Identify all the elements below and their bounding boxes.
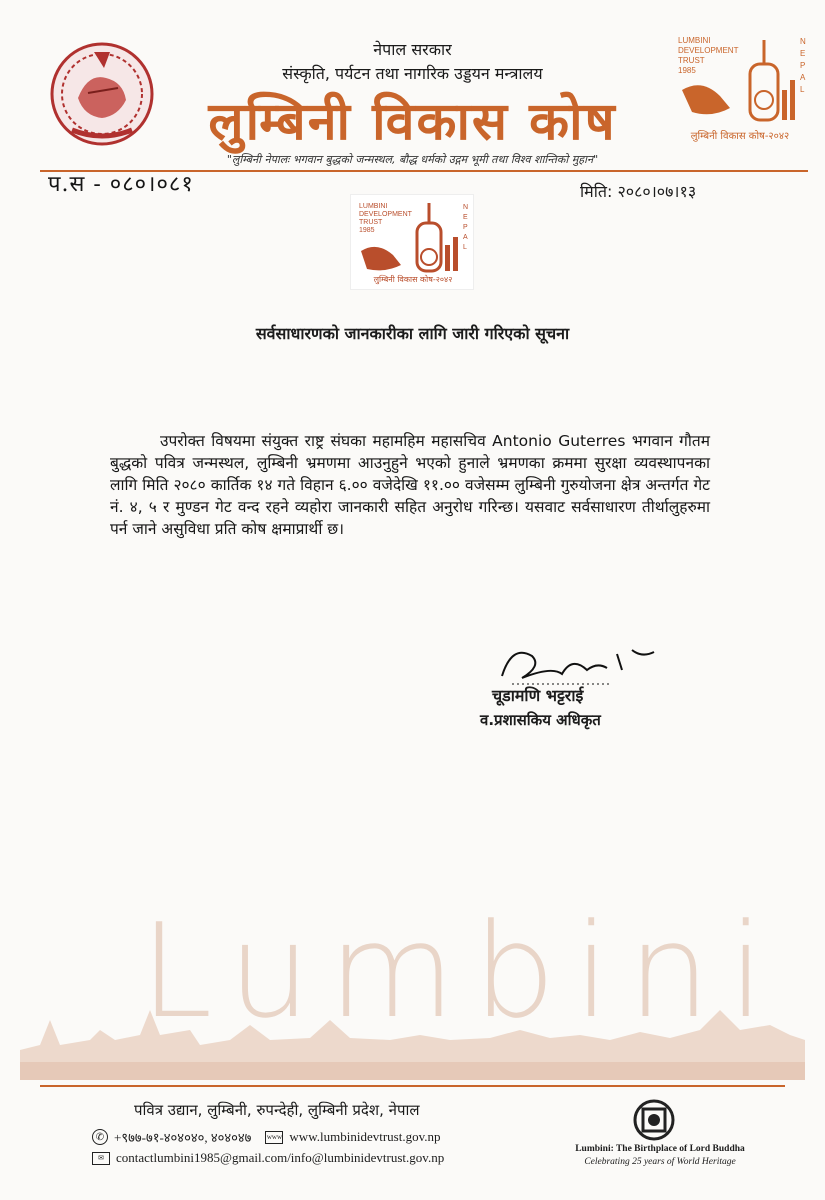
svg-text:A: A	[800, 73, 806, 82]
ministry-heading: संस्कृति, पर्यटन तथा नागरिक उड्डयन मन्त्रालय	[282, 64, 543, 83]
center-trust-logo	[350, 194, 474, 290]
svg-text:L: L	[800, 85, 805, 94]
trust-logo-icon	[672, 30, 808, 140]
signatory-name: चूडामणि भट्टराई	[492, 686, 584, 705]
footer-email-line	[92, 1150, 444, 1166]
notice-title: सर्वसाधारणको जानकारीका लागि जारी गरिएको सूचना	[255, 324, 570, 343]
center-logo-caption: लुम्बिनी विकास कोष-२०४२	[373, 275, 453, 284]
svg-text:L: L	[463, 244, 467, 251]
svg-text:E: E	[463, 214, 468, 221]
government-heading: नेपाल सरकार	[373, 40, 452, 59]
signatory-title: व.प्रशासकिय अधिकृत	[480, 711, 601, 729]
tagline: "लुम्बिनी नेपालः भगवान बुद्धको जन्मस्थल, बौद्ध धर्मको उद्गम भूमी तथा विश्व शान्तिको मुहान"	[226, 153, 599, 166]
reference-number: प.स - ०८०।०८१	[48, 172, 194, 197]
footer-phone: +९७७-७१-४०४०४०, ४०४०४७	[114, 1130, 252, 1145]
phone-icon: ✆	[92, 1129, 108, 1145]
trust-logo-text: LUMBINI DEVELOPMENT TRUST 1985	[678, 36, 739, 75]
footer-address: पवित्र उद्यान, लुम्बिनी, रुपन्देही, लुम्बिनी प्रदेश, नेपाल	[134, 1101, 420, 1119]
notice-body-text: उपरोक्त विषयमा संयुक्त राष्ट्र संघका महामहिम महासचिव Antonio Guterres भगवान गौतम बुद्धको पवित्र जन्मस्थल, लुम्बिनी भ्रमणमा आउनुहुने भएको हुनाले भ्रमणका क्रममा सुरक्षा व्यवस्थापनका लागि मिति २०८० कार्तिक १४ गते विहान ६.०० वजेदेखि ११.०० वजेसम्म लुम्बिनी गुरुयोजना क्षेत्र अन्तर्गत गेट नं. ४, ५ र मुण्डन गेट वन्द रहने व्यहोरा जानकारी सहित अनुरोध गरिन्छ। यसवाट सर्वसाधारण तीर्थालुहरुमा पर्न जाने असुविधा प्रति कोष क्षमाप्रार्थी छ।	[110, 432, 710, 538]
footer-website[interactable]: www.lumbinidevtrust.gov.np	[289, 1129, 441, 1144]
svg-text:N: N	[463, 204, 469, 211]
heritage-line-1: Lumbini: The Birthplace of Lord Buddha	[575, 1144, 745, 1154]
svg-text:E: E	[800, 49, 806, 58]
svg-text:P: P	[800, 61, 806, 70]
footer-divider	[40, 1085, 785, 1087]
email-icon: ✉	[92, 1152, 110, 1165]
svg-text:P: P	[463, 224, 468, 231]
skyline-illustration	[20, 990, 805, 1080]
svg-text:N: N	[800, 37, 806, 46]
letter-date: मिति: २०८०।०७।१३	[580, 182, 697, 201]
footer-contact-line	[92, 1128, 440, 1146]
watermark-word: Lumbini	[140, 895, 783, 1047]
notice-body	[110, 430, 710, 540]
organization-title: लुम्बिनी विकास कोष	[208, 92, 617, 152]
center-logo-text: LUMBINI DEVELOPMENT TRUST 1985	[359, 203, 412, 234]
web-icon: www	[265, 1131, 283, 1144]
svg-text:A: A	[463, 234, 468, 241]
lumbini-watermark	[20, 895, 805, 1095]
footer-email[interactable]: contactlumbini1985@gmail.com/info@lumbinidevtrust.gov.np	[116, 1150, 445, 1165]
trust-logo-caption: लुम्बिनी विकास कोष-२०४२	[690, 131, 790, 142]
heritage-line-2: Celebrating 25 years of World Heritage	[584, 1157, 736, 1167]
world-heritage-icon	[632, 1098, 676, 1142]
trust-logo	[672, 30, 808, 140]
